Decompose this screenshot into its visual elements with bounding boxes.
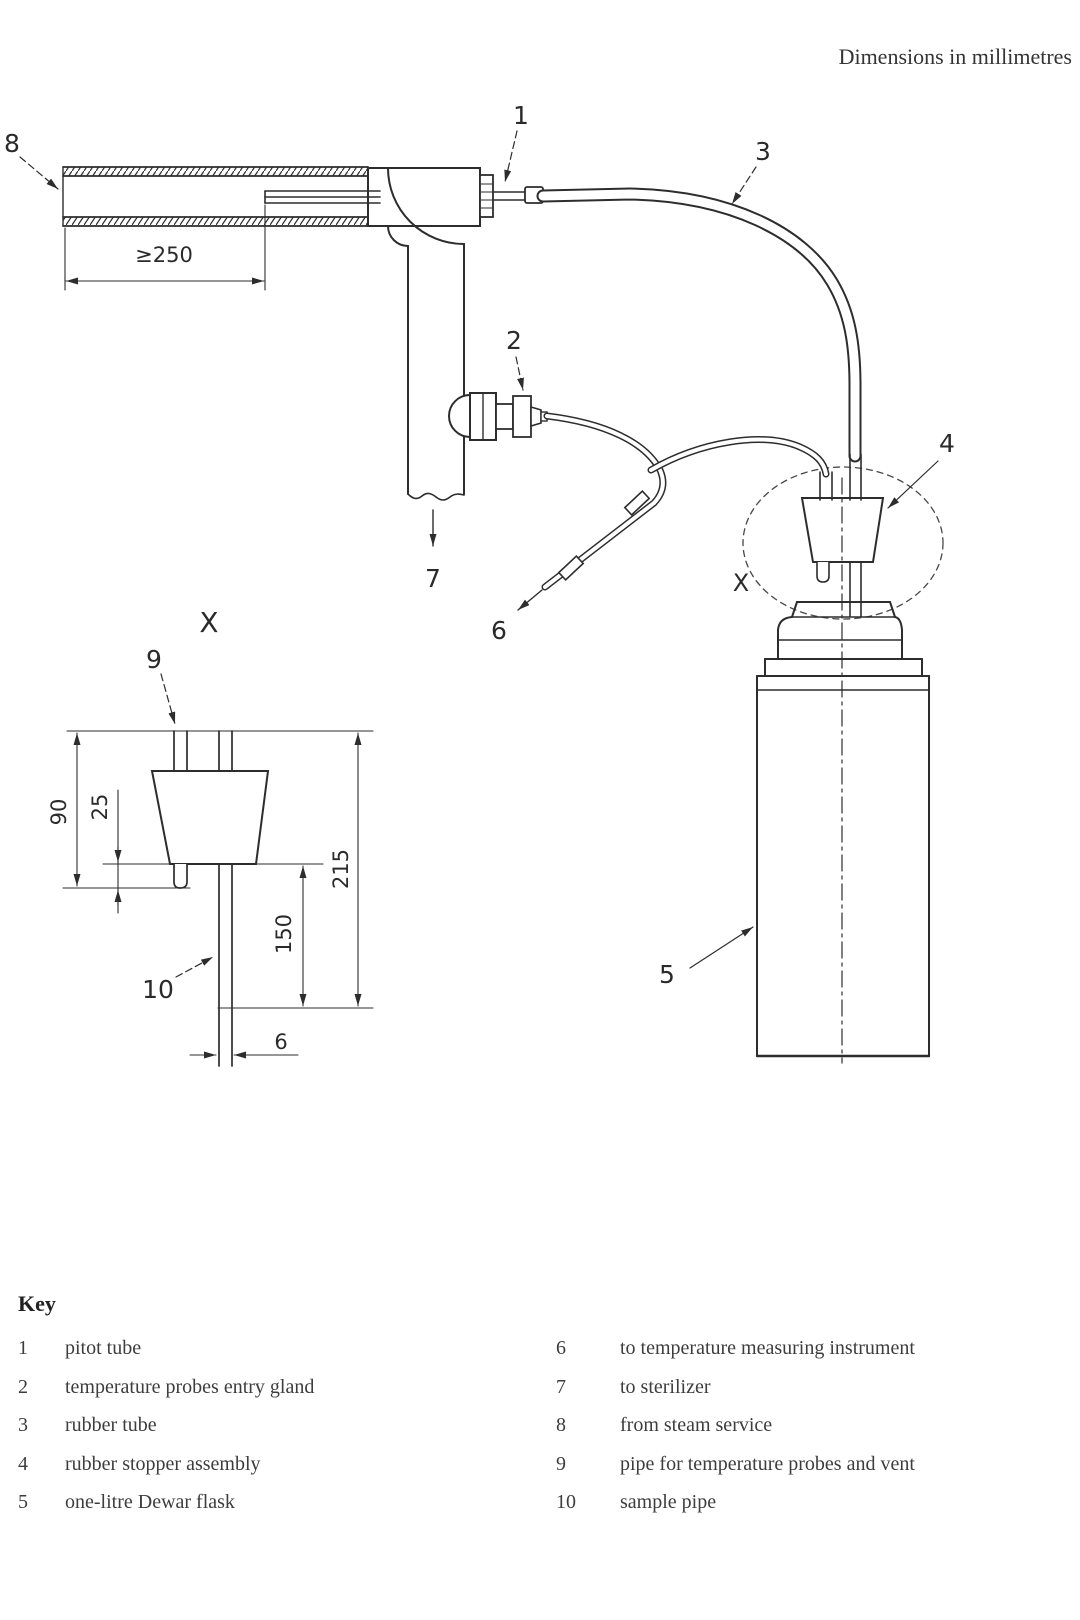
callout-1 — [505, 101, 529, 182]
detail-marker-main: X — [732, 569, 750, 597]
callout-8 — [4, 129, 58, 189]
callout-2 — [506, 326, 523, 390]
detail-view-title: X — [199, 606, 219, 639]
probe-pipe-stub — [817, 562, 829, 582]
dim-25-value: 25 — [88, 793, 112, 821]
key-item-label: rubber stopper assembly — [65, 1453, 261, 1475]
key-item-label: sample pipe — [620, 1491, 717, 1513]
callout-7-label: 7 — [425, 564, 441, 593]
callout-5 — [659, 927, 753, 989]
key-item-label: one-litre Dewar flask — [65, 1491, 235, 1513]
key-item-2 — [18, 1376, 314, 1398]
key-item-label: pitot tube — [65, 1337, 142, 1359]
callout-4-label: 4 — [939, 429, 955, 458]
key-item-num: 10 — [556, 1491, 576, 1513]
callout-5-label: 5 — [659, 960, 675, 989]
key-item-4 — [18, 1453, 261, 1475]
key-item-10 — [556, 1491, 716, 1513]
key-item-7 — [556, 1376, 711, 1398]
dimension-6 — [190, 1030, 298, 1055]
detail-stopper — [152, 731, 268, 888]
detail-view — [47, 606, 373, 1066]
key-item-num: 6 — [556, 1337, 566, 1359]
pitot-tube — [265, 191, 380, 203]
cable-collar — [559, 556, 583, 580]
callout-3 — [732, 137, 771, 204]
key-item-label: to temperature measuring instrument — [620, 1337, 915, 1359]
callout-2-label: 2 — [506, 326, 522, 355]
key-item-num: 7 — [556, 1376, 566, 1398]
key-item-1 — [18, 1337, 141, 1359]
entry-gland — [449, 393, 547, 440]
key-item-label: pipe for temperature probes and vent — [620, 1453, 915, 1475]
dimension-215 — [329, 733, 358, 1006]
pipe-wall-top — [63, 167, 368, 176]
dimension-90 — [47, 733, 77, 886]
dim-pitot-insertion-value: ≥250 — [135, 243, 193, 267]
key-item-5 — [18, 1491, 235, 1513]
units-note: Dimensions in millimetres — [838, 44, 1072, 69]
dim-6-value: 6 — [274, 1030, 288, 1054]
callout-7 — [425, 510, 441, 593]
callout-10 — [142, 957, 213, 1004]
key-item-num: 3 — [18, 1414, 28, 1436]
dimension-25 — [88, 790, 118, 913]
detail-sample-pipe — [219, 864, 232, 1066]
dim-90-value: 90 — [47, 798, 71, 826]
key-item-num: 2 — [18, 1376, 28, 1398]
callout-8-label: 8 — [4, 129, 20, 158]
dim-150-value: 150 — [272, 913, 296, 955]
key-item-num: 1 — [18, 1337, 28, 1359]
key-item-num: 8 — [556, 1414, 566, 1436]
key-item-num: 9 — [556, 1453, 566, 1475]
key-item-8 — [556, 1414, 772, 1436]
callout-9 — [146, 645, 175, 724]
callout-10-label: 10 — [142, 975, 174, 1004]
callout-1-label: 1 — [513, 101, 529, 130]
key-item-6 — [556, 1337, 915, 1359]
key-item-label: temperature probes entry gland — [65, 1376, 315, 1398]
pipe-wall-bottom — [63, 217, 368, 226]
key-item-9 — [556, 1453, 915, 1475]
callout-6-label: 6 — [491, 616, 507, 645]
key-item-num: 4 — [18, 1453, 28, 1475]
key-item-label: rubber tube — [65, 1414, 157, 1436]
key-item-label: to sterilizer — [620, 1376, 711, 1398]
callout-6 — [491, 590, 542, 645]
pitot-fitting — [480, 175, 543, 217]
key-title: Key — [18, 1291, 56, 1316]
callout-3-label: 3 — [755, 137, 771, 166]
key-item-label: from steam service — [620, 1414, 773, 1436]
dimension-150 — [272, 866, 303, 1006]
key-legend — [0, 1285, 1080, 1620]
probe-cable — [545, 416, 832, 587]
key-item-num: 5 — [18, 1491, 28, 1513]
callout-9-label: 9 — [146, 645, 162, 674]
key-item-3 — [18, 1414, 157, 1436]
elbow-assembly — [368, 168, 480, 500]
dim-215-value: 215 — [329, 848, 353, 890]
gland-dome — [449, 395, 470, 437]
dewar-flask — [757, 602, 929, 1056]
